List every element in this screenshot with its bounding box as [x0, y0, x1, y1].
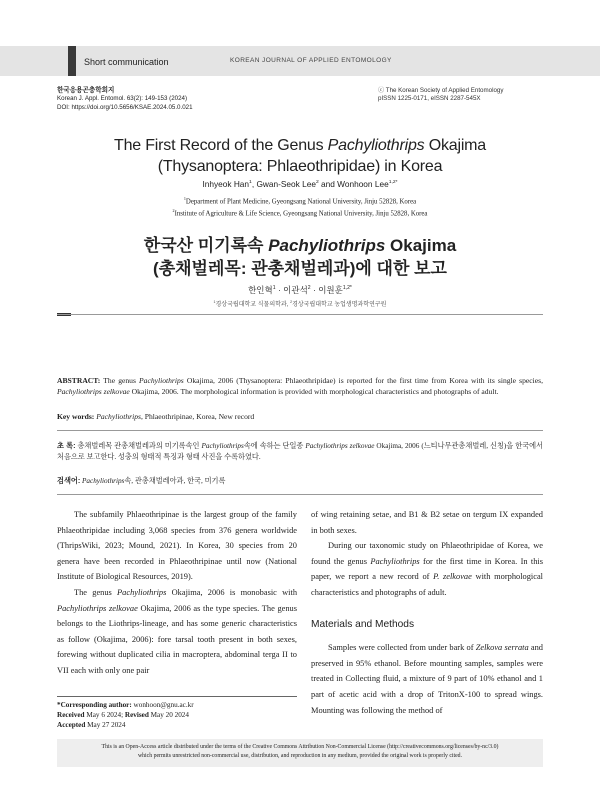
english-affiliations: $^1$Department of Plant Medicine, Gyeongsang National University, Jinju 52828, Korea $^2$Institute of Agriculture & Life Science, Gyeongsang National University, Jinju 52828, Korea — [172, 196, 428, 218]
header-band-marker — [68, 46, 76, 76]
korean-keywords: 검색어: Pachyliothrips속, 관총채벌레아과, 한국, 미기록 — [57, 476, 226, 485]
keywords: Key words: Pachyliothrips, Phlaeothripinae, Korea, New record — [57, 412, 255, 421]
abstract: ABSTRACT: The genus Pachyliothrips Okajima, 2006 (Thysanoptera: Phlaeothripidae) is reported for the first time from Korea with its single species, Pachyliothrips zelkovae Okajima, 2006. The morphological information is provided with morphological characteristics and photographs of adult. — [57, 376, 543, 396]
license-text: which permits unrestricted non-commercial use, distribution, and reproduction in any medium, provided the original work is properly cited. — [137, 753, 463, 759]
divider — [57, 314, 543, 315]
license-box — [57, 739, 543, 767]
journal-korean-name: 한국응용곤충학회지 — [57, 87, 115, 94]
society-block — [378, 87, 543, 104]
section-heading: Materials and Methods — [311, 618, 415, 630]
copyright-icon: ⓒ — [378, 87, 385, 94]
citation-block — [57, 87, 193, 112]
korean-authors: 한인혁$^1$ · 이관석$^2$ · 이원훈$^{1,2*}$ — [248, 285, 352, 295]
divider — [57, 494, 543, 495]
korean-title: 한국산 미기록속 Pachyliothrips Okajima (총채벌레목: 관총채벌레과)에 대한 보고 — [143, 236, 457, 278]
issn: pISSN 1225-0171, eISSN 2287-545X — [378, 95, 481, 103]
english-title: The First Record of the Genus Pachyliothrips Okajima (Thysanoptera: Phlaeothripidae) in Korea — [114, 137, 486, 175]
korean-affiliations: $^1$경상국립대학교 식물의학과, $^2$경상국립대학교 농업생명과학연구원 — [213, 300, 387, 308]
english-authors: Inhyeok Han$^1$, Gwan-Seok Lee$^2$ and Wonhoon Lee$^{1,2*}$ — [202, 179, 398, 189]
license-text: This is an Open-Access article distributed under the terms of the Creative Commons Attribution Non-Commercial License (http://creativecommons.org/licenses/by-nc/3.0) — [101, 744, 499, 750]
footnote: *Corresponding author: wonhoon@gnu.ac.kr Received May 6 2024; Revised May 20 2024 Accepted May 27 2024 — [57, 701, 194, 729]
corresponding-email[interactable]: wonhoon@gnu.ac.kr — [131, 701, 194, 709]
korean-abstract: 초 록: 총채벌레목 관총채벌레과의 미기록속인 Pachyliothrips속에 속하는 단일종 Pachyliothrips zelkovae Okajima, 2006 (느티나무관총채벌레, 신칭)을 한국에서 처음으로 보고한다. 성충의 형태적 특징과 형태 사진을 수록하였다. — [57, 441, 543, 461]
footnote-divider — [57, 696, 297, 697]
doi-link[interactable]: DOI: https://doi.org/10.5656/KSAE.2024.05.0.021 — [57, 103, 193, 111]
paragraph: The genus Pachyliothrips Okajima, 2006 is monobasic with Pachyliothrips zelkovae Okajima, 2006 as the type species. The genus belongs to the Liothrips-lineage, and has some generic characteristics as follow (Okajima, 2006): fore tarsal tooth present in both sexes, forewing without duplicated cilia in macroptera, abdominal terga II to VII each with only one pair — [57, 587, 298, 675]
body-right-column — [311, 507, 543, 718]
article-type: Short communication — [84, 57, 169, 67]
divider — [57, 430, 543, 431]
paragraph: During our taxonomic study on Phlaeothripidae of Korea, we found the genus Pachyliothrips for the first time in Korea. In this paper, we report a new record of P. zelkovae with morphological characteristics and photographs of adult. — [311, 541, 544, 597]
paragraph: The subfamily Phlaeothripinae is the largest group of the family Phlaeothripidae including 3,068 species from 376 genera worldwide (ThripsWiki, 2023; Mound, 2021). In Korea, 30 species from 20 genera have been recorded in Phlaeothripinae until now (National Institute of Biological Resources, 2019). — [57, 510, 297, 582]
paragraph: Samples were collected from under bark of Zelkova serrata and preserved in 95% ethanol. Before mounting samples, samples were treated in Collecting fluid, a mixture of 9 part of 10% ethanol and 1 part of acetic acid with a drop of TritonX-100 to spread wings. Mounting was following the method of — [311, 643, 543, 715]
paragraph: of wing retaining setae, and B1 & B2 setae on tergum IX expanded in both sexes. — [311, 510, 543, 535]
journal-banner-name: KOREAN JOURNAL OF APPLIED ENTOMOLOGY — [230, 57, 392, 64]
society-name: The Korean Society of Applied Entomology — [385, 87, 504, 94]
citation: Korean J. Appl. Entomol. 63(2): 149-153 (2024) — [57, 95, 188, 103]
body-left-column — [57, 507, 297, 679]
